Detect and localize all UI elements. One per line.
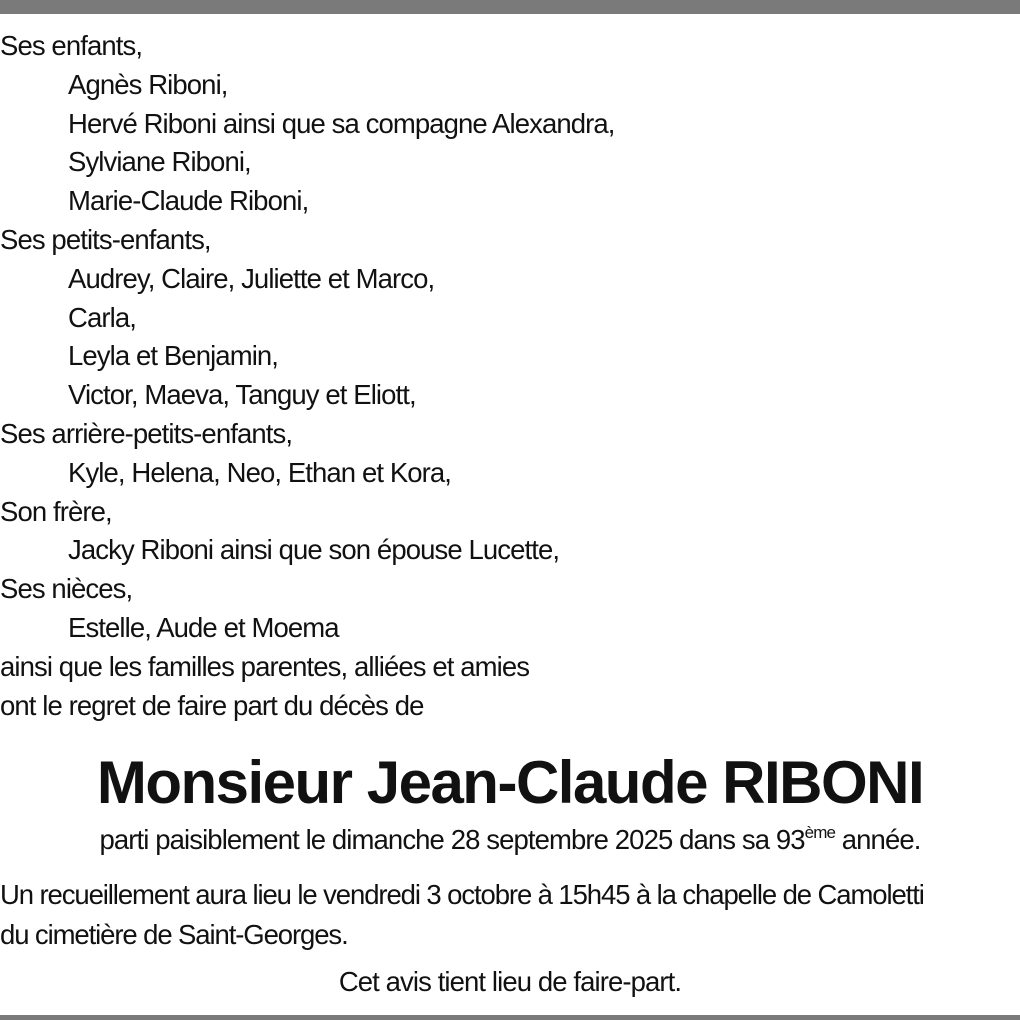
ceremony-line-2: du cimetière de Saint-Georges.: [0, 919, 348, 951]
family-group-heading: Ses enfants,: [0, 30, 143, 61]
family-list: [0, 27, 1020, 725]
closing-note: Cet avis tient lieu de faire-part.: [338, 966, 682, 998]
family-member-line: Audrey, Claire, Juliette et Marco,: [68, 262, 435, 294]
family-group-heading: ont le regret de faire part du décès de: [0, 689, 424, 721]
family-member-line: Victor, Maeva, Tanguy et Eliott,: [68, 379, 416, 411]
family-member-line: Agnès Riboni,: [68, 68, 228, 100]
family-member-line: Sylviane Riboni,: [68, 146, 251, 178]
family-member-line: Carla,: [68, 301, 136, 333]
passing-statement: [0, 820, 1020, 860]
family-group-heading: Son frère,: [0, 495, 112, 527]
family-member-line: Kyle, Helena, Neo, Ethan et Kora,: [68, 456, 452, 488]
family-member-line: Marie-Claude Riboni,: [68, 185, 309, 217]
top-rule: [0, 0, 1020, 14]
ordinal-superscript: ème: [804, 823, 836, 843]
family-member-line: Hervé Riboni ainsi que sa compagne Alexandra,: [68, 107, 615, 139]
family-group-heading: Ses arrière-petits-enfants,: [0, 417, 293, 449]
family-member-line: Estelle, Aude et Moema: [68, 611, 339, 643]
death-notice: [0, 27, 1020, 1002]
bottom-rule: [0, 1015, 1020, 1020]
family-group-heading: Ses nièces,: [0, 573, 133, 605]
passing-text-before: parti paisiblement le dimanche 28 septembre 2025 dans sa 93: [99, 824, 805, 856]
ceremony-details: [0, 875, 1020, 955]
family-member-line: Leyla et Benjamin,: [68, 340, 279, 372]
passing-text-after: année.: [835, 824, 921, 856]
family-group-heading: ainsi que les familles parentes, alliées et amies: [0, 650, 530, 682]
family-member-line: Jacky Riboni ainsi que son épouse Lucette,: [68, 534, 560, 566]
deceased-name: Monsieur Jean-Claude RIBONI: [96, 749, 924, 817]
ceremony-line-1: Un recueillement aura lieu le vendredi 3 octobre à 15h45 à la chapelle de Camoletti: [0, 879, 924, 911]
family-group-heading: Ses petits-enfants,: [0, 223, 211, 255]
